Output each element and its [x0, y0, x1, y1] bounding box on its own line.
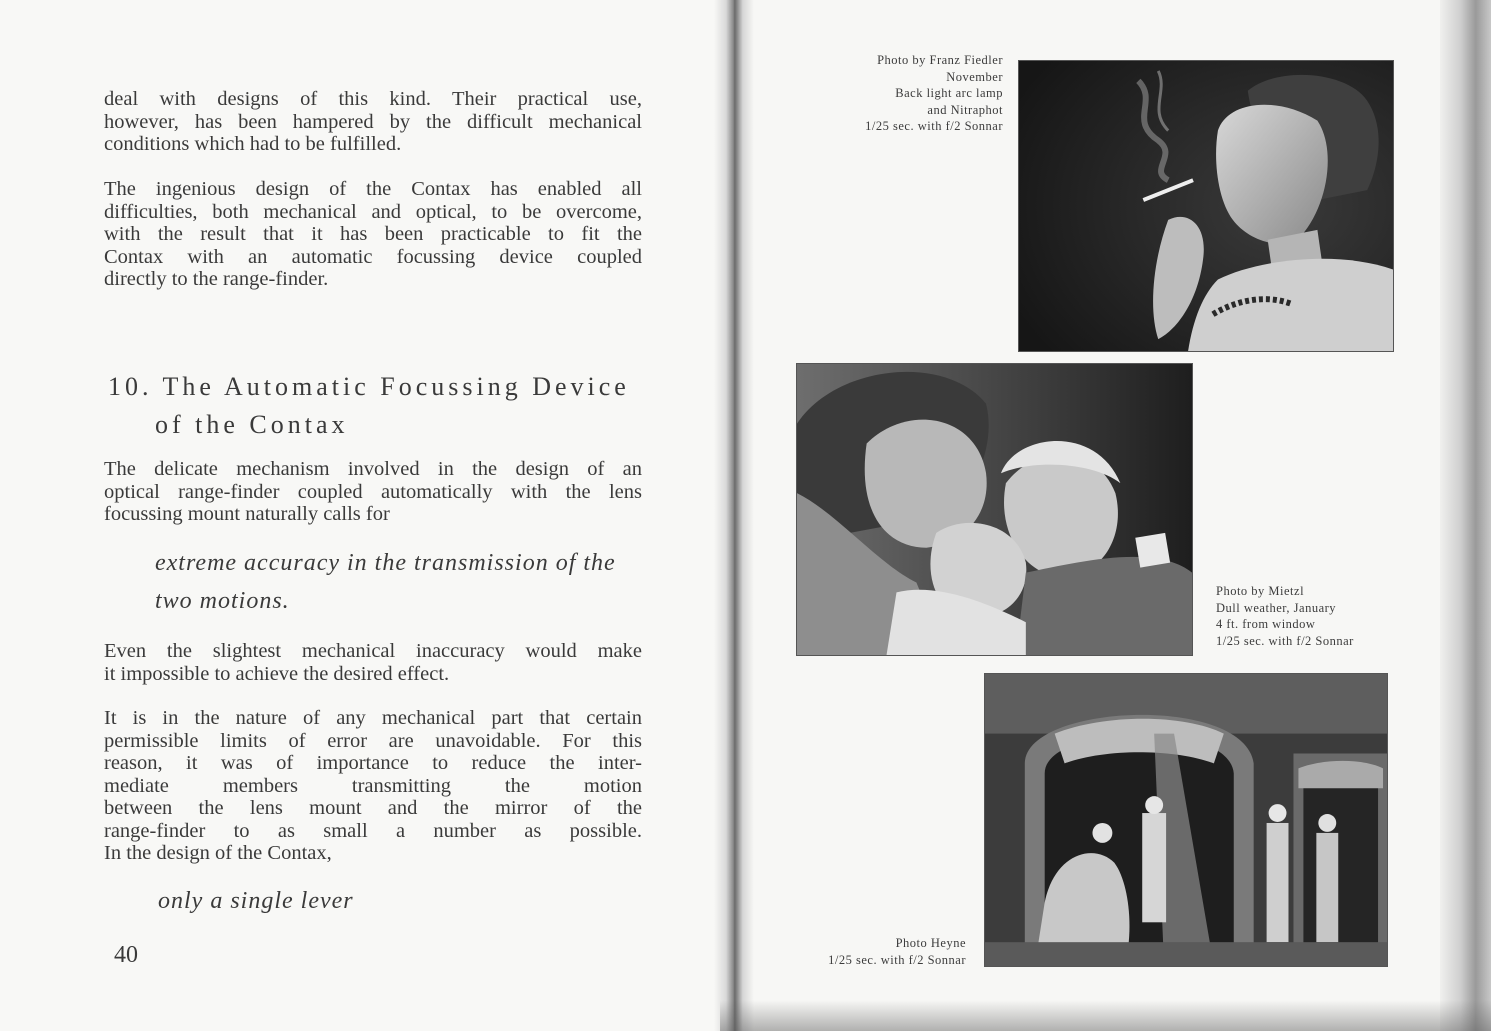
text-line: range-finder to as small a number as possible. [104, 819, 642, 842]
text-line: It is in the nature of any mechanical part that certain [104, 707, 642, 729]
caption-line: 1/25 sec. with f/2 Sonnar [1216, 633, 1354, 648]
caption-line: Back light arc lamp [895, 86, 1003, 100]
photo-caption-fiedler [828, 52, 1003, 135]
text-line: Contax with an automatic focussing device coupled [104, 245, 642, 268]
text-line: between the lens mount and the mirror of the [104, 797, 642, 819]
text-line: Even the slightest mechanical inaccuracy would make [104, 640, 642, 662]
section-heading-line-1: 10. The Automatic Focussing Device [108, 372, 630, 401]
photo-mother-and-children [796, 363, 1193, 656]
text-line: deal with designs of this kind. Their practical use, [104, 88, 642, 110]
caption-line: November [946, 69, 1003, 84]
caption-line: and Nitraphot [927, 102, 1003, 117]
text-line: focussing mount naturally calls for [104, 503, 390, 525]
emphasis-single-lever: only a single lever [158, 888, 354, 914]
text-line: The ingenious design of the Contax has enabled all [104, 178, 642, 200]
right-page [728, 0, 1478, 1031]
text-line: conditions which had to be fulfilled. [104, 133, 402, 155]
paragraph-5 [104, 707, 642, 865]
text-line: difficulties, both mechanical and optical, to be overcome, [104, 200, 642, 223]
page-stack-edge [1440, 0, 1491, 1031]
caption-line: Dull weather, January [1216, 600, 1337, 615]
caption-line: Photo Heyne [895, 936, 966, 950]
text-line: optical range-finder coupled automatically with the lens [104, 480, 642, 503]
section-heading-line-2: of the Contax [155, 410, 349, 439]
text-line: permissible limits of error are unavoidable. For this [104, 729, 642, 752]
paragraph-4 [104, 640, 642, 685]
photo-caption-mietzl [1216, 583, 1354, 649]
page-number: 40 [114, 942, 138, 968]
text-line: In the design of the Contax, [104, 842, 332, 864]
photo-stage-scene [984, 673, 1388, 967]
photo-caption-heyne [798, 935, 966, 968]
text-line: mediate members transmitting the motion [104, 774, 642, 797]
paragraph-1 [104, 88, 642, 156]
book-gutter [714, 0, 754, 1031]
caption-line: 1/25 sec. with f/2 Sonnar [865, 119, 1003, 133]
text-line: directly to the range-finder. [104, 268, 329, 290]
bottom-shadow [720, 1000, 1491, 1031]
photo-woman-smoking [1018, 60, 1394, 352]
text-line: The delicate mechanism involved in the design of an [104, 458, 642, 480]
emphasis-line-1: extreme accuracy in the transmission of the [155, 550, 616, 576]
paragraph-2 [104, 178, 642, 291]
caption-line: Photo by Mietzl [1216, 584, 1305, 598]
text-line: with the result that it has been practicable to fit the [104, 223, 642, 245]
text-line: it impossible to achieve the desired effect. [104, 662, 450, 685]
left-page [0, 0, 728, 1031]
caption-line: Photo by Franz Fiedler [877, 53, 1003, 67]
caption-line: 1/25 sec. with f/2 Sonnar [828, 952, 966, 967]
caption-line: 4 ft. from window [1216, 617, 1316, 631]
text-line: however, has been hampered by the difficult mechanical [104, 110, 642, 133]
emphasis-line-2: two motions. [155, 588, 290, 614]
paragraph-3 [104, 458, 642, 526]
text-line: reason, it was of importance to reduce the inter- [104, 752, 642, 774]
